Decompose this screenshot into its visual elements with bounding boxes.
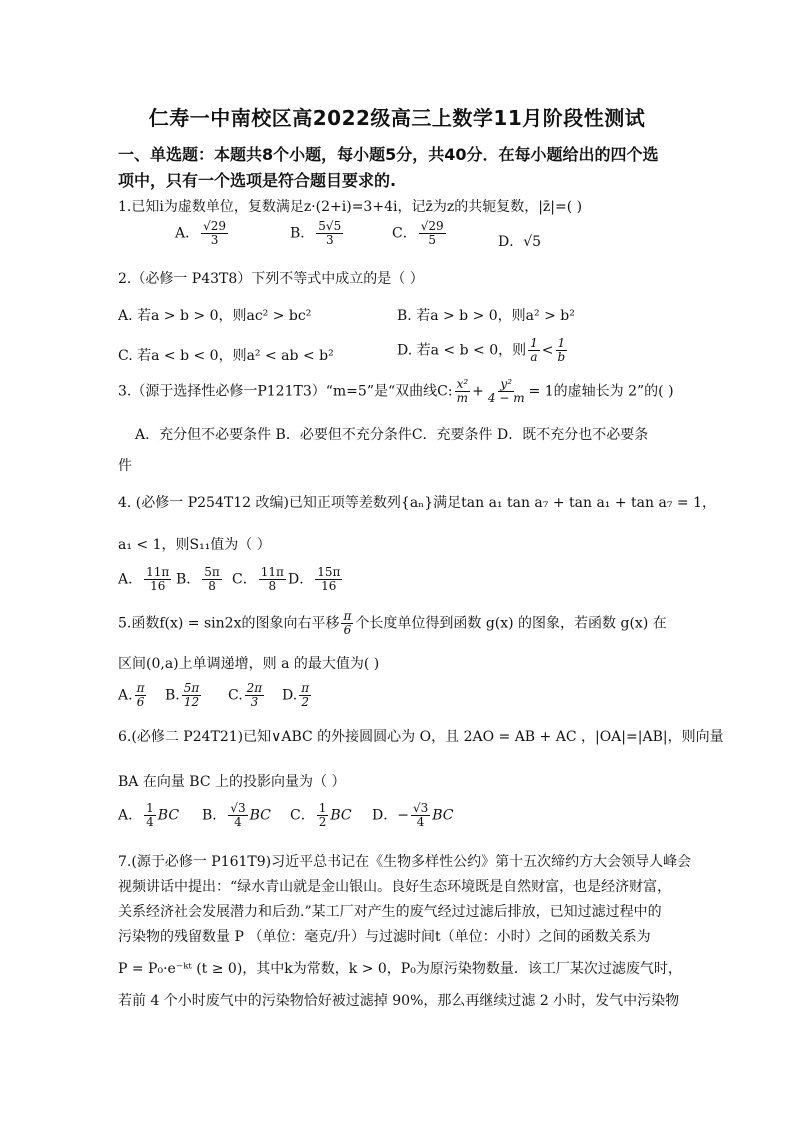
q7-line4: 污染物的残留数量 P （单位：毫克/升）与过滤时间t（单位：小时）之间的函数关系为 <box>118 929 651 945</box>
q2-option-a: A. 若a > b > 0，则ac² > bc² <box>118 308 312 324</box>
q2-option-d: D. 若a < b < 0，则 $\frac{1}{a}$ < $\frac{1}{b}$ <box>397 336 566 365</box>
q7-line5: P = P₀·e⁻ᵏᵗ (t ≥ 0)，其中k为常数，k > 0，P₀为原污染物数量．该工厂某次过滤废气时， <box>118 961 682 977</box>
q4-option-c: C． $\frac{11\pi}{8}$ <box>232 565 284 594</box>
q5-stem-line1: 5.函数f(x) = sin2x的图象向右平移 $\frac{\pi}{6}$ 个长度单位得到函数 g(x) 的图象，若函数 g(x) 在 <box>118 609 667 638</box>
q2-option-c: C. 若a < b < 0，则a² < ab < b² <box>118 348 334 364</box>
q1-option-d: D．√5 <box>498 234 542 250</box>
q5-option-c: C. $\frac{2\pi}{3}$ <box>228 681 263 710</box>
q4-stem-line1: 4. (必修一 P254T12 改编)已知正项等差数列{aₙ}满足tan a₁ tan a₇ + tan a₁ + tan a₇ = 1， <box>118 495 716 511</box>
q6-option-b: B． $\frac{√3}{4}$ BC <box>202 801 271 830</box>
q7-line2: 视频讲话中提出：“绿水青山就是金山银山。良好生态环境既是自然财富，也是经济财富， <box>118 879 672 895</box>
q4-option-a: A． $\frac{11\pi}{16}$ <box>118 565 170 594</box>
q2-stem: 2.（必修一 P43T8）下列不等式中成立的是（ ） <box>118 271 424 287</box>
q5-option-b: B. $\frac{5\pi}{12}$ <box>165 681 200 710</box>
q7-line1: 7.(源于必修一 P161T9)习近平总书记在《生物多样性公约》第十五次缔约方大会领导人峰会 <box>118 854 692 870</box>
page-title: 仁寿一中南校区高2022级高三上数学11月阶段性测试 <box>148 106 646 130</box>
q3-stem: 3.（源于选择性必修一P121T3）“m=5”是“双曲线C: $\frac{\text{x²}}{m}$ + $\frac{\text{y²}}{4 - m}$ = 1的虚轴长为 2”的( ) <box>118 377 674 406</box>
q3-options-cont: 件 <box>118 458 132 474</box>
q6-stem-line2: BA 在向量 BC 上的投影向量为（ ） <box>118 774 346 790</box>
q3-options: A．充分但不必要条件 B．必要但不充分条件C．充要条件 D．既不充分也不必要条 <box>135 427 649 443</box>
q5-stem-line2: 区间(0,a)上单调递增，则 a 的最大值为( ) <box>118 656 380 672</box>
q6-option-a: A． $\frac{1}{4}$ BC <box>118 801 180 830</box>
q7-line6: 若前 4 个小时废气中的污染物恰好被过滤掉 90%，那么再继续过滤 2 小时，发气中污染物 <box>118 993 680 1009</box>
q2-option-b: B. 若a > b > 0，则a² > b² <box>397 308 575 324</box>
q5-option-d: D. $\frac{\pi}{2}$ <box>282 681 310 710</box>
q6-option-c: C． $\frac{1}{2}$ BC <box>290 801 352 830</box>
q6-option-d: D．− $\frac{√3}{4}$ BC <box>372 801 454 830</box>
q1-stem: 1.已知i为虚数单位，复数满足z·(2+i)=3+4i，记z̄为z的共轭复数，|z̄|=( ) <box>118 199 583 215</box>
section-heading-line1: 一、单选题：本题共8个小题，每小题5分，共40分．在每小题给出的四个选 <box>118 145 659 164</box>
q7-line3: 关系经济社会发展潜力和后劲.”某工厂对产生的废气经过过滤后排放，已知过滤过程中的 <box>118 904 662 920</box>
q1-option-c: C． $\frac{√29}{5}$ <box>392 219 444 248</box>
section-heading-line2: 项中，只有一个选项是符合题目要求的. <box>118 171 397 190</box>
q6-stem-line1: 6.(必修二 P24T21)已知∨ABC 的外接圆圆心为 O，且 2AO = AB + AC ，|OA|=|AB|，则向量 <box>118 729 724 745</box>
q4-option-d: D． $\frac{15\pi}{16}$ <box>288 565 341 594</box>
q5-option-a: A. $\frac{\pi}{6}$ <box>118 681 145 710</box>
q1-option-a: A． $\frac{√29}{3}$ <box>175 219 227 248</box>
q4-option-b: B． $\frac{5\pi}{8}$ <box>176 565 220 594</box>
q4-stem-line2: a₁ < 1，则S₁₁值为（ ） <box>118 537 271 553</box>
q1-option-b: B． $\frac{5√5}{3}$ <box>290 219 342 248</box>
